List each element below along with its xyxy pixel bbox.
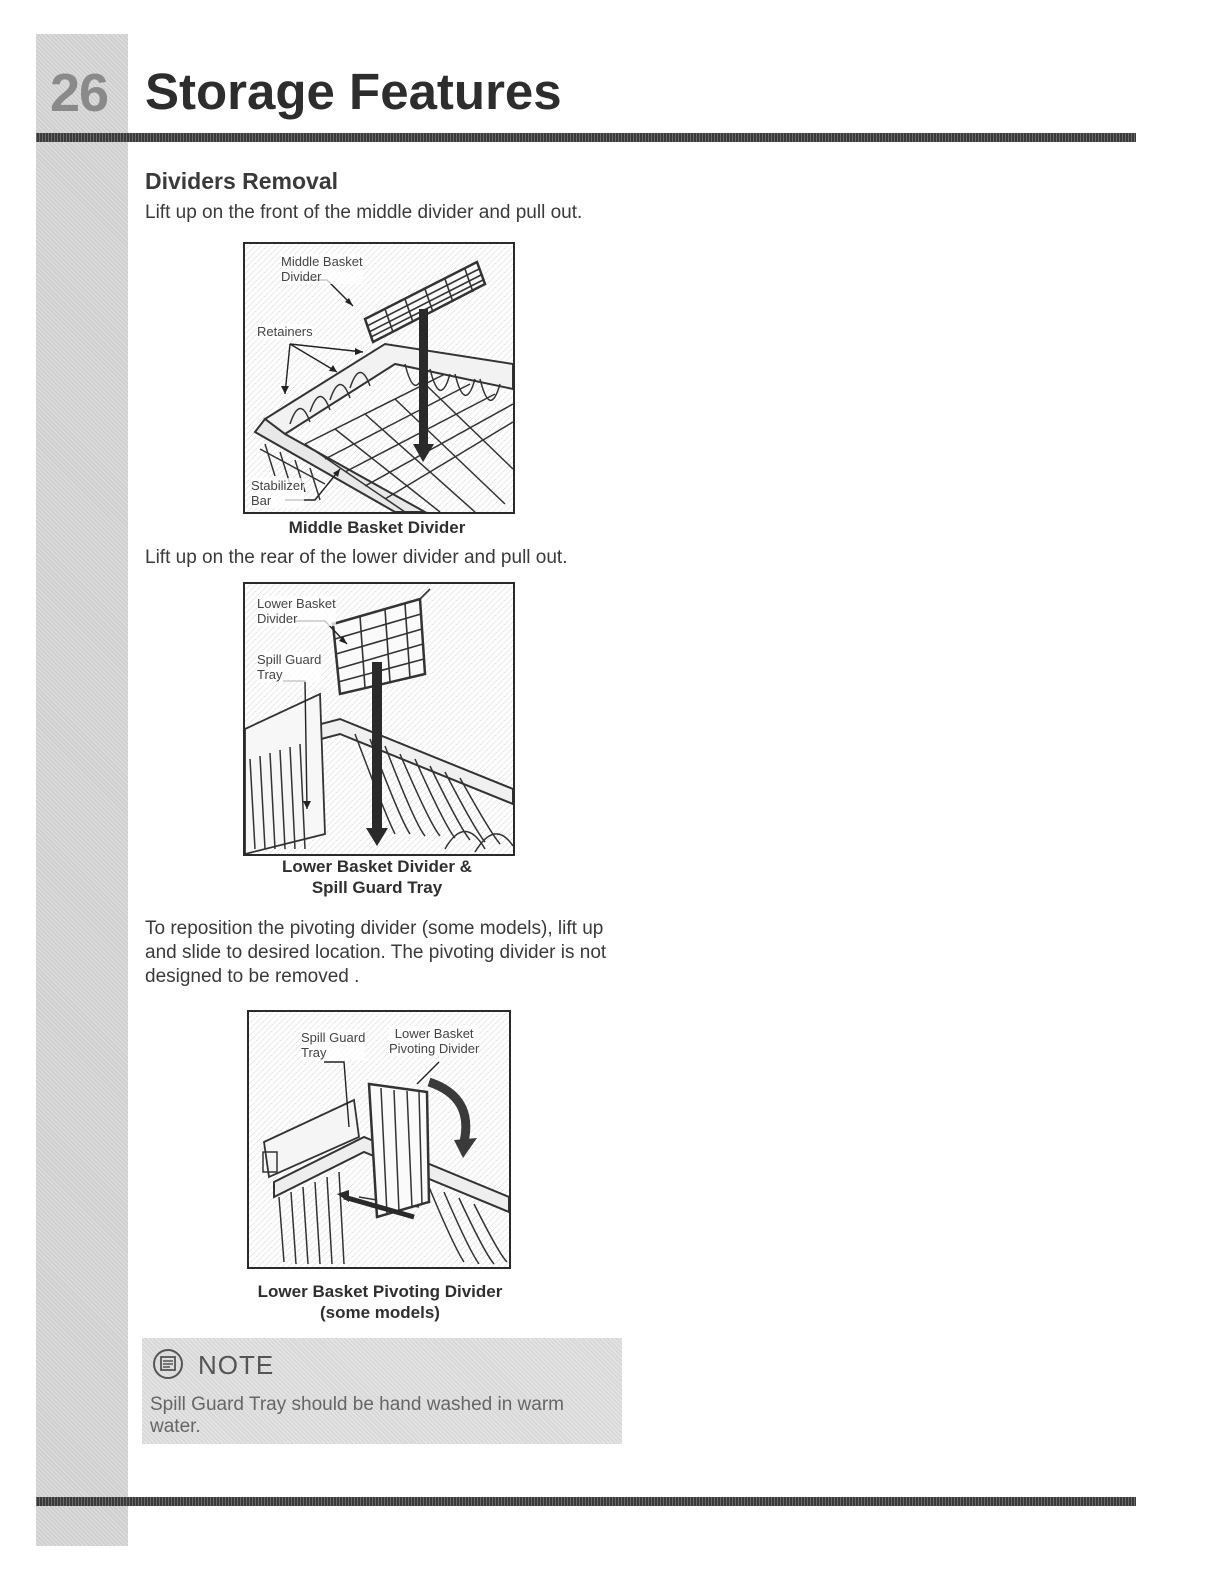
instruction-pivoting-divider: To reposition the pivoting divider (some models), lift up and slide to desired location. The pivoting divider is not designed to be removed . — [145, 918, 607, 987]
callout-line: Pivoting Divider — [389, 1041, 480, 1056]
callout-spill-guard-tray — [301, 1030, 365, 1060]
middle-basket-illustration — [245, 244, 513, 512]
caption-line: Lower Basket Pivoting Divider — [257, 1282, 503, 1301]
callout-line: Spill Guard — [301, 1030, 366, 1045]
callout-line: Divider — [257, 611, 298, 626]
figure-pivoting-divider — [247, 1010, 511, 1269]
callout-line: Tray — [301, 1045, 327, 1060]
caption-lower-basket-divider — [243, 856, 511, 898]
figure-lower-basket-divider — [243, 582, 515, 856]
callout-line: Lower Basket — [257, 596, 336, 611]
note-text: Spill Guard Tray should be hand washed in warm water. — [150, 1394, 565, 1437]
caption-pivoting-divider — [215, 1281, 545, 1323]
caption-line: Spill Guard Tray — [311, 878, 443, 897]
section-heading: Dividers Removal — [145, 168, 339, 194]
callout-lower-basket-pivoting-divider — [389, 1026, 479, 1056]
callout-line: Spill Guard — [257, 652, 322, 667]
caption-line: (some models) — [320, 1303, 440, 1322]
callout-spill-guard-tray — [257, 652, 321, 682]
callout-middle-basket-divider — [281, 254, 363, 284]
callout-line: Divider — [281, 269, 322, 284]
note-icon — [152, 1348, 184, 1380]
instruction-lower-divider: Lift up on the rear of the lower divider and pull out. — [145, 547, 568, 568]
figure-middle-basket-divider — [243, 242, 515, 514]
footer-rule — [36, 1497, 1136, 1506]
page-sidebar-band — [36, 34, 128, 1546]
callout-line: Tray — [257, 667, 283, 682]
callout-lower-basket-divider — [257, 596, 336, 626]
note-label: NOTE — [198, 1350, 275, 1380]
callout-line: Stabilizer — [251, 478, 305, 493]
callout-stabilizer-bar — [251, 478, 304, 508]
page-number: 26 — [50, 63, 109, 123]
instruction-middle-divider: Lift up on the front of the middle divider and pull out. — [145, 202, 583, 223]
note-box — [142, 1338, 622, 1444]
caption-line: Lower Basket Divider & — [282, 857, 472, 876]
callout-line: Middle Basket — [281, 254, 363, 269]
header-rule — [36, 133, 1136, 142]
callout-line: Lower Basket — [394, 1026, 474, 1041]
callout-retainers: Retainers — [257, 324, 313, 339]
caption-middle-basket-divider: Middle Basket Divider — [288, 518, 466, 537]
callout-line: Bar — [251, 493, 272, 508]
page-title: Storage Features — [145, 63, 562, 120]
